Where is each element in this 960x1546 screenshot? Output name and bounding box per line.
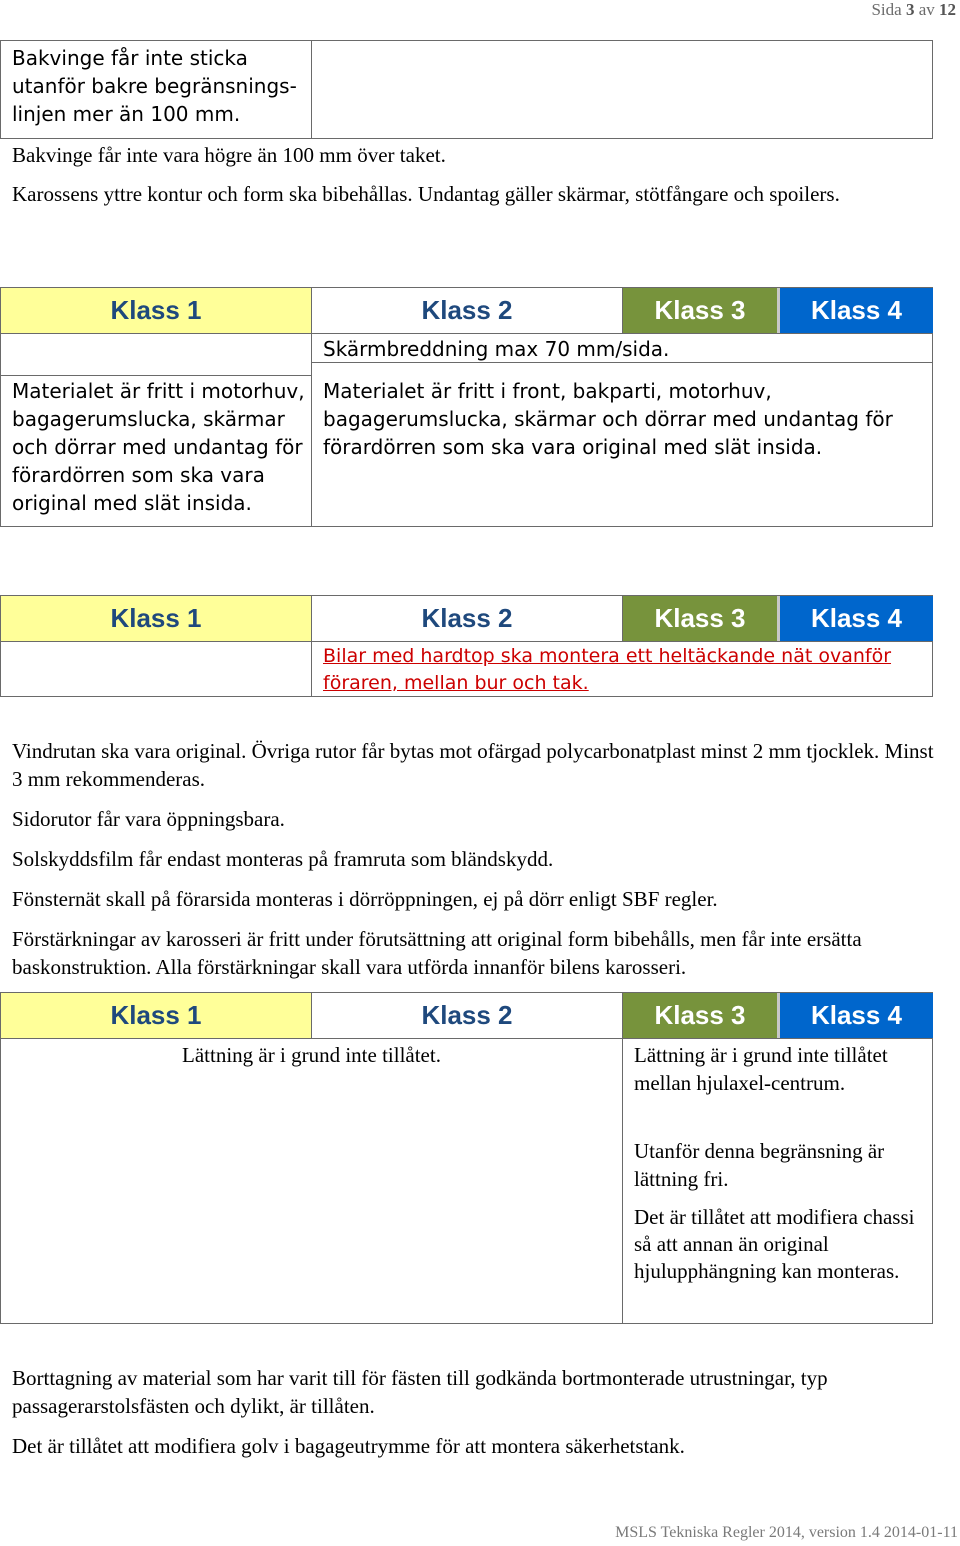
reinforcement-text: Förstärkningar av karosseri är fritt under förutsättning att original form bibehålls, men får inte ersätta baskonstruktion. Alla förstärkningar skall vara utförda innanför bilens karosseri. bbox=[12, 927, 862, 979]
hardtop-net-link[interactable]: Bilar med hardtop ska montera ett heltäckande nät ovanför föraren, mellan bur och tak. bbox=[323, 645, 892, 694]
fender-width-text: Skärmbreddning max 70 mm/sida. bbox=[323, 337, 670, 361]
panels-klass1-text: Materialet är fritt i motorhuv, bagagerumslucka, skärmar och dörrar med undantag för förardörren som ska vara original med slät insida. bbox=[12, 379, 305, 515]
side-windows-text: Sidorutor får vara öppningsbara. bbox=[12, 807, 285, 831]
lightening-klass1-2-text: Lättning är i grund inte tillåtet. bbox=[182, 1043, 441, 1067]
total-pages: 12 bbox=[939, 0, 956, 19]
klass2-header: Klass 2 bbox=[311, 993, 622, 1038]
page-number bbox=[871, 0, 956, 20]
klass2-header: Klass 2 bbox=[311, 596, 622, 641]
klass1-header: Klass 1 bbox=[1, 288, 311, 333]
sun-film-text: Solskyddsfilm får endast monteras på framruta som bländskydd. bbox=[12, 847, 554, 871]
rear-wing-table bbox=[0, 40, 933, 139]
klass2-header: Klass 2 bbox=[311, 288, 622, 333]
body-contour-text: Karossens yttre kontur och form ska bibehållas. Undantag gäller skärmar, stötfångare och spoilers. bbox=[12, 182, 840, 206]
klass1-header: Klass 1 bbox=[1, 596, 311, 641]
lightening-klass3-4-text-1: Lättning är i grund inte tillåtet mellan hjulaxel-centrum. bbox=[634, 1043, 888, 1095]
lightening-klass3-4-text-3: Det är tillåtet att modifiera chassi så att annan än original hjulupphängning kan monteras. bbox=[634, 1205, 915, 1283]
material-removal-text: Borttagning av material som har varit till för fästen till godkända bortmonterade utrustningar, typ passagerarstolsfästen och dylikt, är tillåten. bbox=[12, 1366, 828, 1418]
page-label: Sida bbox=[871, 0, 902, 19]
class-table-hardtop bbox=[0, 595, 933, 697]
klass1-header: Klass 1 bbox=[1, 993, 311, 1038]
class-table-panels bbox=[0, 287, 933, 527]
klass4-header: Klass 4 bbox=[777, 288, 933, 333]
klass3-header: Klass 3 bbox=[622, 288, 777, 333]
lightening-klass3-4-text-2: Utanför denna begränsning är lättning fri. bbox=[634, 1139, 885, 1191]
rear-wing-text: Bakvinge får inte sticka utanför bakre begränsnings-linjen mer än 100 mm. bbox=[12, 46, 297, 126]
klass4-header: Klass 4 bbox=[777, 596, 933, 641]
document-footer: MSLS Tekniska Regler 2014, version 1.4 2014-01-11 bbox=[615, 1524, 958, 1541]
current-page: 3 bbox=[905, 0, 915, 19]
rear-wing-height-text: Bakvinge får inte vara högre än 100 mm över taket. bbox=[12, 143, 446, 167]
klass4-header: Klass 4 bbox=[777, 993, 933, 1038]
class-table-lightening bbox=[0, 992, 933, 1324]
page-of: av bbox=[918, 0, 935, 19]
panels-klass2-4-text: Materialet är fritt i front, bakparti, motorhuv, bagagerumslucka, skärmar och dörrar med undantag för förardörren som ska vara original med slät insida. bbox=[323, 379, 893, 459]
window-net-text: Fönsternät skall på förarsida monteras i dörröppningen, ej på dörr enligt SBF regler. bbox=[12, 887, 718, 911]
floor-modification-text: Det är tillåtet att modifiera golv i bagageutrymme för att montera säkerhetstank. bbox=[12, 1434, 685, 1458]
klass3-header: Klass 3 bbox=[622, 993, 777, 1038]
windscreen-text: Vindrutan ska vara original. Övriga rutor får bytas mot ofärgad polycarbonatplast minst 2 mm tjocklek. Minst 3 mm rekommenderas. bbox=[12, 739, 934, 791]
klass3-header: Klass 3 bbox=[622, 596, 777, 641]
